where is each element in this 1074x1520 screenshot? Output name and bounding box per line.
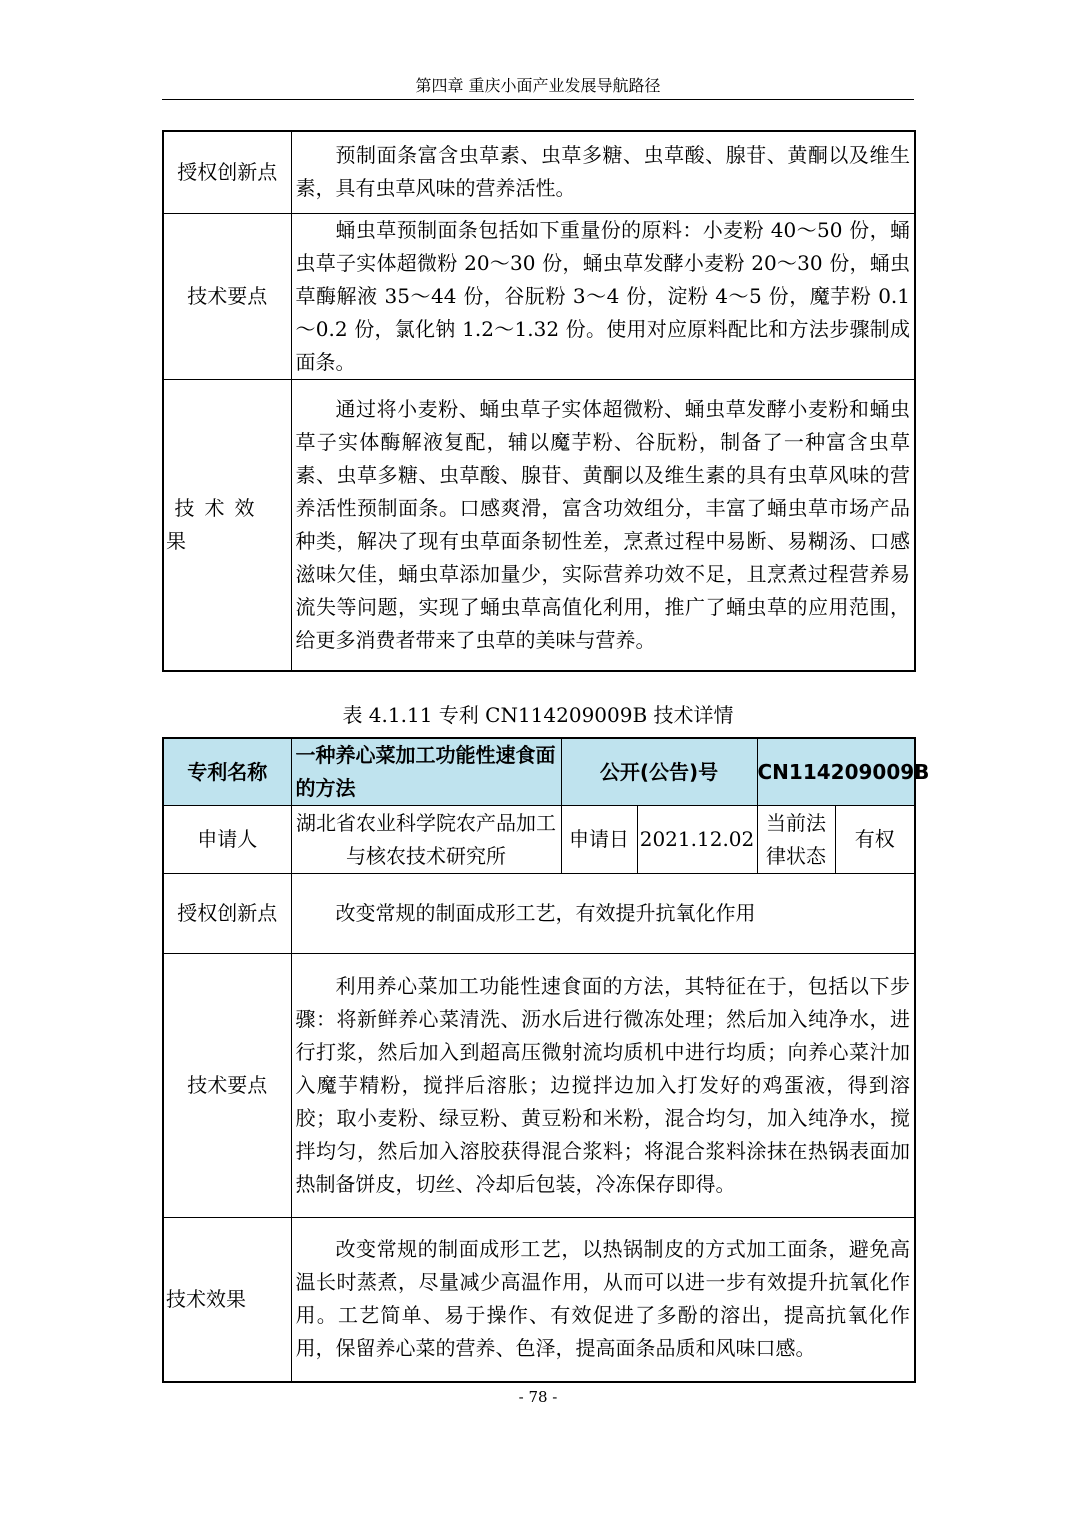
filing-date-value: 2021.12.02 (637, 806, 757, 874)
tech-effect-label-part2: 果 (166, 528, 186, 553)
tech-points-text: 利用养心菜加工功能性速食面的方法，其特征在于，包括以下步骤：将新鲜养心菜清洗、沥水后进行微冻处理；然后加入纯净水，进行打浆，然后加入到超高压微射流均质机中进行均质；向养心菜汁加入魔芋精粉，搅拌后溶胀；边搅拌边加入打发好的鸡蛋液，得到溶胶；取小麦粉、绿豆粉、黄豆粉和米粉，混合均匀，加入纯净水，搅拌均匀，然后加入溶胶获得混合浆料；将混合浆料涂抹在热锅表面加热制备饼皮，切丝、冷却后包装，冷冻保存即得。 (291, 954, 915, 1218)
table-row (163, 379, 915, 671)
tech-effect-label (163, 379, 291, 671)
table-row (163, 131, 915, 213)
innovation-label: 授权创新点 (163, 874, 291, 954)
pub-number-value: CN114209009B (757, 738, 915, 806)
innovation-text: 改变常规的制面成形工艺，有效提升抗氧化作用 (291, 874, 915, 954)
table-row (163, 874, 915, 954)
chapter-header: 第四章 重庆小面产业发展导航路径 (415, 76, 661, 95)
table-row (163, 738, 915, 806)
applicant-value: 湖北省农业科学院农产品加工与核农技术研究所 (291, 806, 561, 874)
header-rule (162, 99, 914, 100)
applicant-label: 申请人 (163, 806, 291, 874)
page-number: - 78 - (518, 1388, 558, 1406)
filing-date-label: 申请日 (561, 806, 637, 874)
tech-points-label: 技术要点 (163, 954, 291, 1218)
innovation-text: 预制面条富含虫草素、虫草多糖、虫草酸、腺苷、黄酮以及维生素，具有虫草风味的营养活性。 (291, 131, 915, 213)
tech-points-label: 技术要点 (163, 213, 291, 379)
patent-name-label: 专利名称 (163, 738, 291, 806)
table-row (163, 1218, 915, 1382)
table-row (163, 213, 915, 379)
tech-effect-label: 技术效果 (163, 1218, 291, 1382)
innovation-label: 授权创新点 (163, 131, 291, 213)
previous-patent-table (162, 130, 916, 672)
patent-detail-table (162, 737, 930, 1383)
table-caption: 表 4.1.11 专利 CN114209009B 技术详情 (342, 703, 734, 727)
legal-status-value: 有权 (835, 806, 915, 874)
tech-effect-label-part1: 技术效 (174, 495, 265, 520)
tech-effect-text: 通过将小麦粉、蛹虫草子实体超微粉、蛹虫草发酵小麦粉和蛹虫草子实体酶解液复配，辅以魔芋粉、谷朊粉，制备了一种富含虫草素、虫草多糖、虫草酸、腺苷、黄酮以及维生素的具有虫草风味的营养活性预制面条。口感爽滑，富含功效组分，丰富了蛹虫草市场产品种类，解决了现有虫草面条韧性差，烹煮过程中易断、易糊汤、口感滋味欠佳，蛹虫草添加量少，实际营养功效不足，且烹煮过程营养易流失等问题，实现了蛹虫草高值化利用，推广了蛹虫草的应用范围，给更多消费者带来了虫草的美味与营养。 (291, 379, 915, 671)
pub-number-label: 公开(公告)号 (561, 738, 757, 806)
legal-status-label: 当前法律状态 (757, 806, 835, 874)
table-row (163, 954, 915, 1218)
tech-points-text: 蛹虫草预制面条包括如下重量份的原料：小麦粉 40～50 份，蛹虫草子实体超微粉 20～30 份，蛹虫草发酵小麦粉 20～30 份，蛹虫草酶解液 35～44 份，谷朊粉 3～4 份，淀粉 4～5 份，魔芋粉 0.1～0.2 份，氯化钠 1.2～1.32 份。使用对应原料配比和方法步骤制成面条。 (291, 213, 915, 379)
tech-effect-text: 改变常规的制面成形工艺，以热锅制皮的方式加工面条，避免高温长时蒸煮，尽量减少高温作用，从而可以进一步有效提升抗氧化作用。工艺简单、易于操作、有效促进了多酚的溶出，提高抗氧化作用，保留养心菜的营养、色泽，提高面条品质和风味口感。 (291, 1218, 915, 1382)
patent-name-value: 一种养心菜加工功能性速食面的方法 (291, 738, 561, 806)
table-row (163, 806, 915, 874)
